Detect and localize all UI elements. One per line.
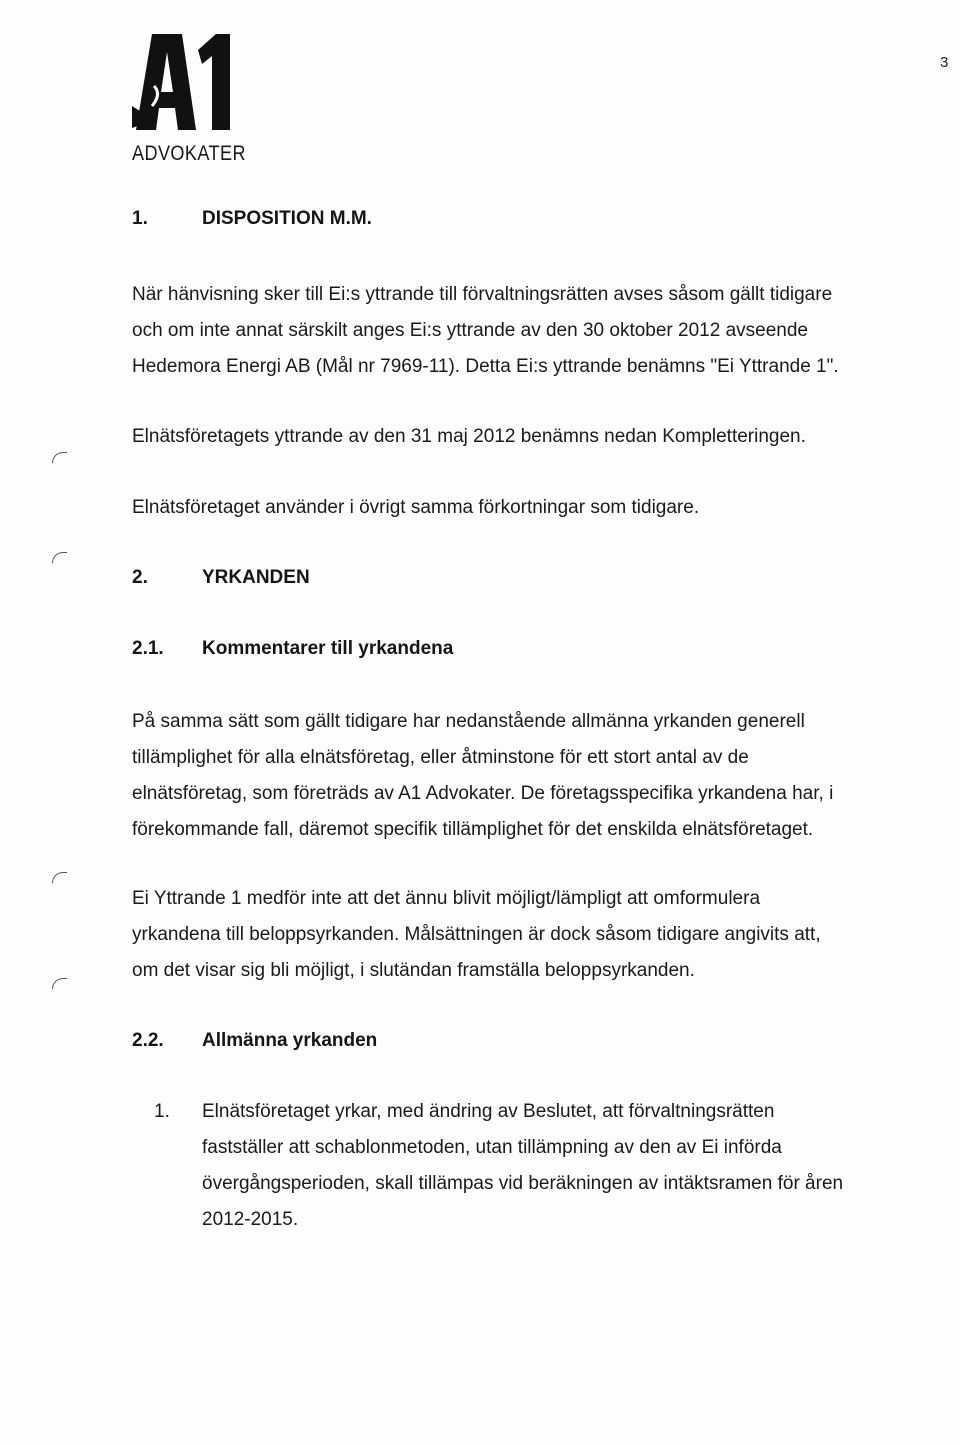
list-item-body	[202, 1094, 912, 1238]
section-number: 2.	[132, 567, 148, 588]
scan-mark	[52, 872, 67, 883]
section-title: Kommentarer till yrkandena	[202, 638, 454, 659]
text-line: Ei Yttrande 1 medför inte att det ännu blivit möjligt/lämpligt att omformulera	[132, 888, 761, 909]
text-line: Elnätsföretaget använder i övrigt samma förkortningar som tidigare.	[132, 497, 700, 518]
list-marker: 1.	[154, 1101, 170, 1122]
text-line: När hänvisning sker till Ei:s yttrande till förvaltningsrätten avses såsom gällt tidigare	[132, 284, 833, 305]
text-line: Elnätsföretagets yttrande av den 31 maj 2012 benämns nedan Kompletteringen.	[132, 426, 806, 447]
text-line: yrkandena till beloppsyrkanden. Målsättningen är dock såsom tidigare angivits att,	[132, 924, 821, 945]
text-line: 2012-2015.	[202, 1209, 299, 1230]
section-number: 2.2.	[132, 1030, 164, 1051]
text-line: Hedemora Energi AB (Mål nr 7969-11). Detta Ei:s yttrande benämns "Ei Yttrande 1".	[132, 356, 839, 377]
section-title: DISPOSITION M.M.	[202, 208, 372, 229]
section-number: 2.1.	[132, 638, 164, 659]
logo-text: ADVOKATER	[132, 142, 246, 165]
section-number: 1.	[132, 208, 148, 229]
text-line: tillämplighet för alla elnätsföretag, eller åtminstone för ett stort antal av de	[132, 747, 749, 768]
scan-mark	[52, 552, 67, 563]
paragraph-general-claims	[132, 704, 912, 848]
paragraph-reference-note	[132, 277, 912, 385]
section-title: Allmänna yrkanden	[202, 1030, 378, 1051]
section-2-1-heading	[132, 638, 453, 660]
scan-mark	[52, 978, 67, 989]
section-1-heading	[132, 208, 372, 230]
text-line: Elnätsföretaget yrkar, med ändring av Beslutet, att förvaltningsrätten	[202, 1101, 775, 1122]
paragraph-amount-claims	[132, 881, 912, 989]
text-line: På samma sätt som gällt tidigare har nedanstående allmänna yrkanden generell	[132, 711, 805, 732]
section-2-heading	[132, 567, 310, 589]
scan-mark	[52, 452, 67, 463]
text-line: förekommande fall, däremot specifik tillämplighet för det enskilda elnätsföretaget.	[132, 819, 814, 840]
text-line: övergångsperioden, skall tillämpas vid beräkningen av intäktsramen för åren	[202, 1173, 844, 1194]
text-line: om det visar sig bli möjligt, i slutändan framställa beloppsyrkanden.	[132, 960, 695, 981]
page-number: 3	[940, 54, 949, 71]
section-title: YRKANDEN	[202, 567, 310, 588]
text-line: elnätsföretag, som företräds av A1 Advokater. De företagsspecifika yrkandena har, i	[132, 783, 834, 804]
text-line: och om inte annat särskilt anges Ei:s yttrande av den 30 oktober 2012 avseende	[132, 320, 808, 341]
firm-logo	[132, 34, 246, 169]
section-2-2-heading	[132, 1030, 377, 1052]
paragraph-kompletteringen	[132, 419, 912, 455]
paragraph-abbreviations	[132, 490, 912, 526]
text-line: fastställer att schablonmetoden, utan tillämpning av den av Ei införda	[202, 1137, 782, 1158]
a1-logo-icon	[132, 34, 232, 130]
